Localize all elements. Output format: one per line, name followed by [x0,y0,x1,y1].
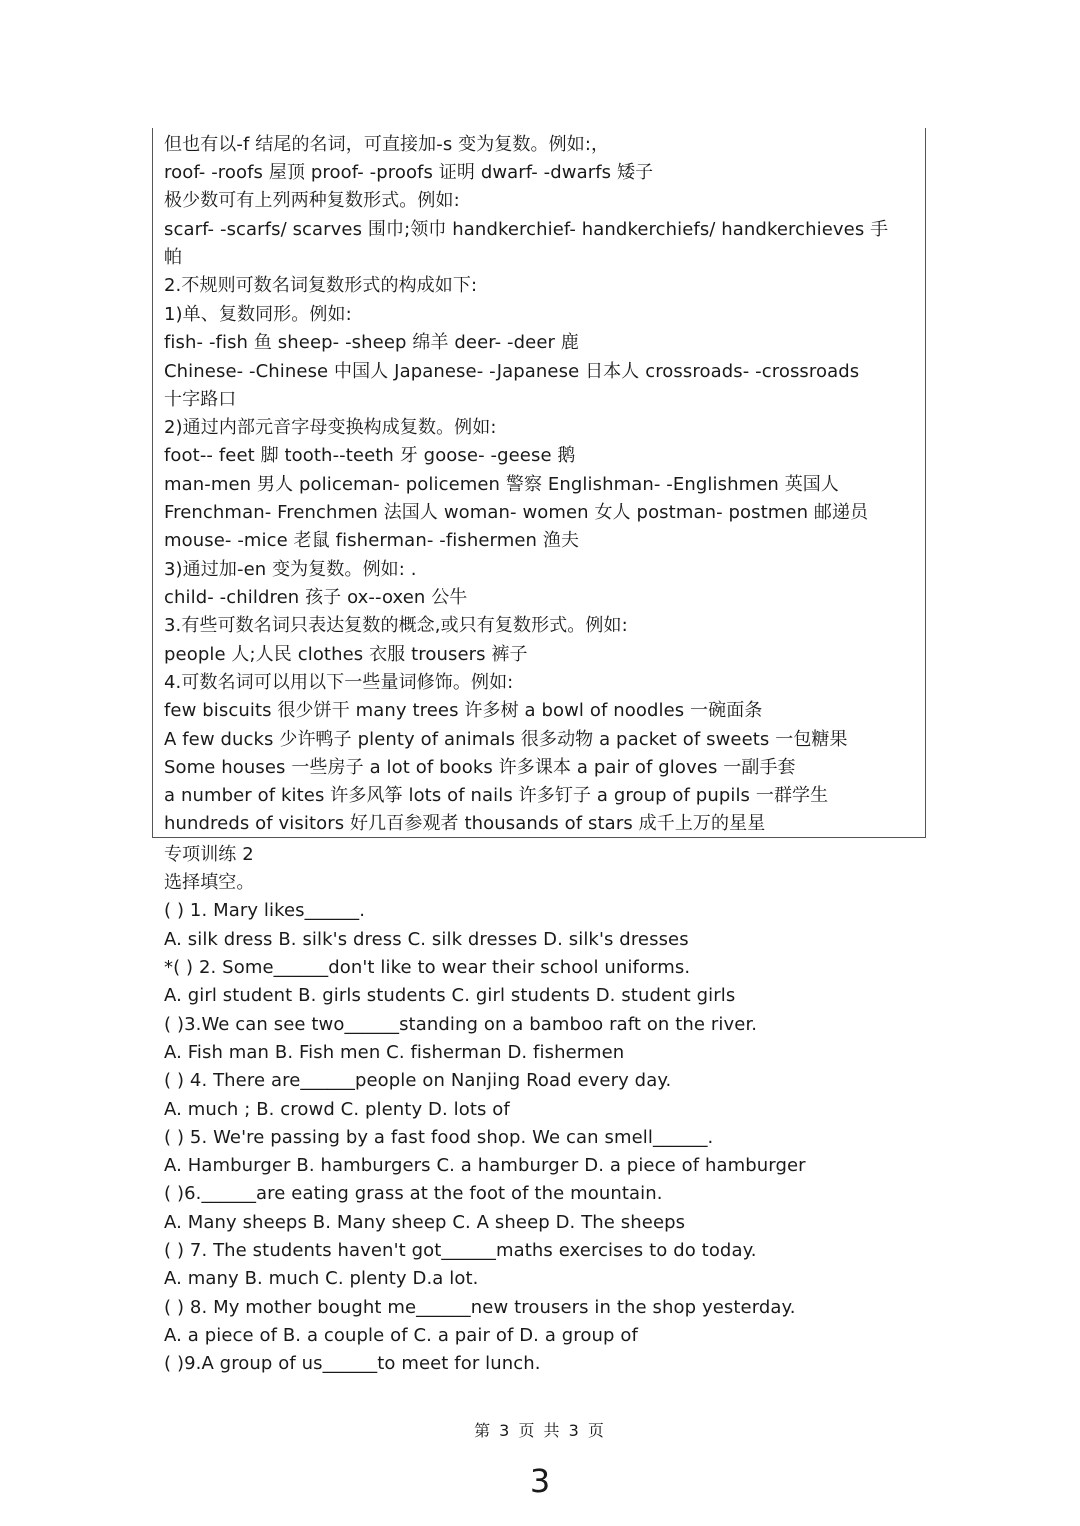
box-line: mouse- -mice 老鼠 fisherman- -fishermen 渔夫 [164,530,580,551]
options: A. a piece of B. a couple of C. a pair of D. a group of [164,1325,638,1346]
box-line: 2.不规则可数名词复数形式的构成如下: [164,275,478,296]
page-number: 3 [529,1462,551,1500]
box-line: child- -children 孩子 ox--oxen 公牛 [164,587,468,608]
question: ( )6.______are eating grass at the foot of the mountain. [164,1183,663,1204]
box-line: fish- -fish 鱼 sheep- -sheep 绵羊 deer- -deer 鹿 [164,332,579,353]
options: A. many B. much C. plenty D.a lot. [164,1268,479,1289]
options: A. silk dress B. silk's dress C. silk dresses D. silk's dresses [164,929,689,950]
box-line: hundreds of visitors 好几百参观者 thousands of stars 成千上万的星星 [164,813,766,834]
box-line: Chinese- -Chinese 中国人 Japanese- -Japanese 日本人 crossroads- -crossroads [164,361,860,382]
box-line: 帕 [164,247,183,268]
box-line: Frenchman- Frenchmen 法国人 woman- women 女人 postman- postmen 邮递员 [164,502,869,523]
options: A. Many sheeps B. Many sheep C. A sheep D. The sheeps [164,1212,686,1233]
question: ( ) 5. We're passing by a fast food shop. We can smell______. [164,1127,714,1148]
options: A. much ; B. crowd C. plenty D. lots of [164,1099,510,1120]
question: *( ) 2. Some______don't like to wear their school uniforms. [164,957,691,978]
box-line: 3.有些可数名词只表达复数的概念,或只有复数形式。例如: [164,615,628,636]
box-line: 但也有以-f 结尾的名词，可直接加-s 变为复数。例如:， [164,134,610,155]
box-line: 十字路口 [164,389,237,410]
question: ( ) 7. The students haven't got______maths exercises to do today. [164,1240,757,1261]
options: A. girl student B. girls students C. girl students D. student girls [164,985,736,1006]
box-line: 1)单、复数同形。例如: [164,304,352,325]
question: ( )9.A group of us______to meet for lunch. [164,1353,541,1374]
box-line: 3)通过加-en 变为复数。例如: . [164,559,417,580]
box-line: man-men 男人 policeman- policemen 警察 Englishman- -Englishmen 英国人 [164,474,840,495]
question: ( ) 8. My mother bought me______new trousers in the shop yesterday. [164,1297,796,1318]
box-line: a number of kites 许多风筝 lots of nails 许多钉子 a group of pupils 一群学生 [164,785,829,806]
box-line: foot-- feet 脚 tooth--teeth 牙 goose- -geese 鹅 [164,445,576,466]
box-line: 2)通过内部元音字母变换构成复数。例如: [164,417,497,438]
box-line: Some houses 一些房子 a lot of books 许多课本 a pair of gloves 一副手套 [164,757,796,778]
instruction: 选择填空。 [164,872,255,893]
box-line: scarf- -scarfs/ scarves 围巾;领巾 handkerchief- handkerchiefs/ handkerchieves 手 [164,219,889,240]
question: ( ) 4. There are______people on Nanjing Road every day. [164,1070,672,1091]
box-line: roof- -roofs 屋顶 proof- -proofs 证明 dwarf- -dwarfs 矮子 [164,162,654,183]
box-line: A few ducks 少许鸭子 plenty of animals 很多动物 a packet of sweets 一包糖果 [164,729,848,750]
options: A. Hamburger B. hamburgers C. a hamburger D. a piece of hamburger [164,1155,806,1176]
question: ( ) 1. Mary likes______. [164,900,366,921]
box-line: 极少数可有上列两种复数形式。例如: [164,190,460,211]
box-line: few biscuits 很少饼干 many trees 许多树 a bowl of noodles 一碗面条 [164,700,763,721]
box-line: people 人;人民 clothes 衣服 trousers 裤子 [164,644,528,665]
section-title: 专项训练 2 [164,844,254,865]
box-line: 4.可数名词可以用以下一些量词修饰。例如: [164,672,514,693]
options: A. Fish man B. Fish men C. fisherman D. fishermen [164,1042,625,1063]
page-footer: 第 3 页 共 3 页 [474,1421,606,1440]
question: ( )3.We can see two______standing on a bamboo raft on the river. [164,1014,758,1035]
